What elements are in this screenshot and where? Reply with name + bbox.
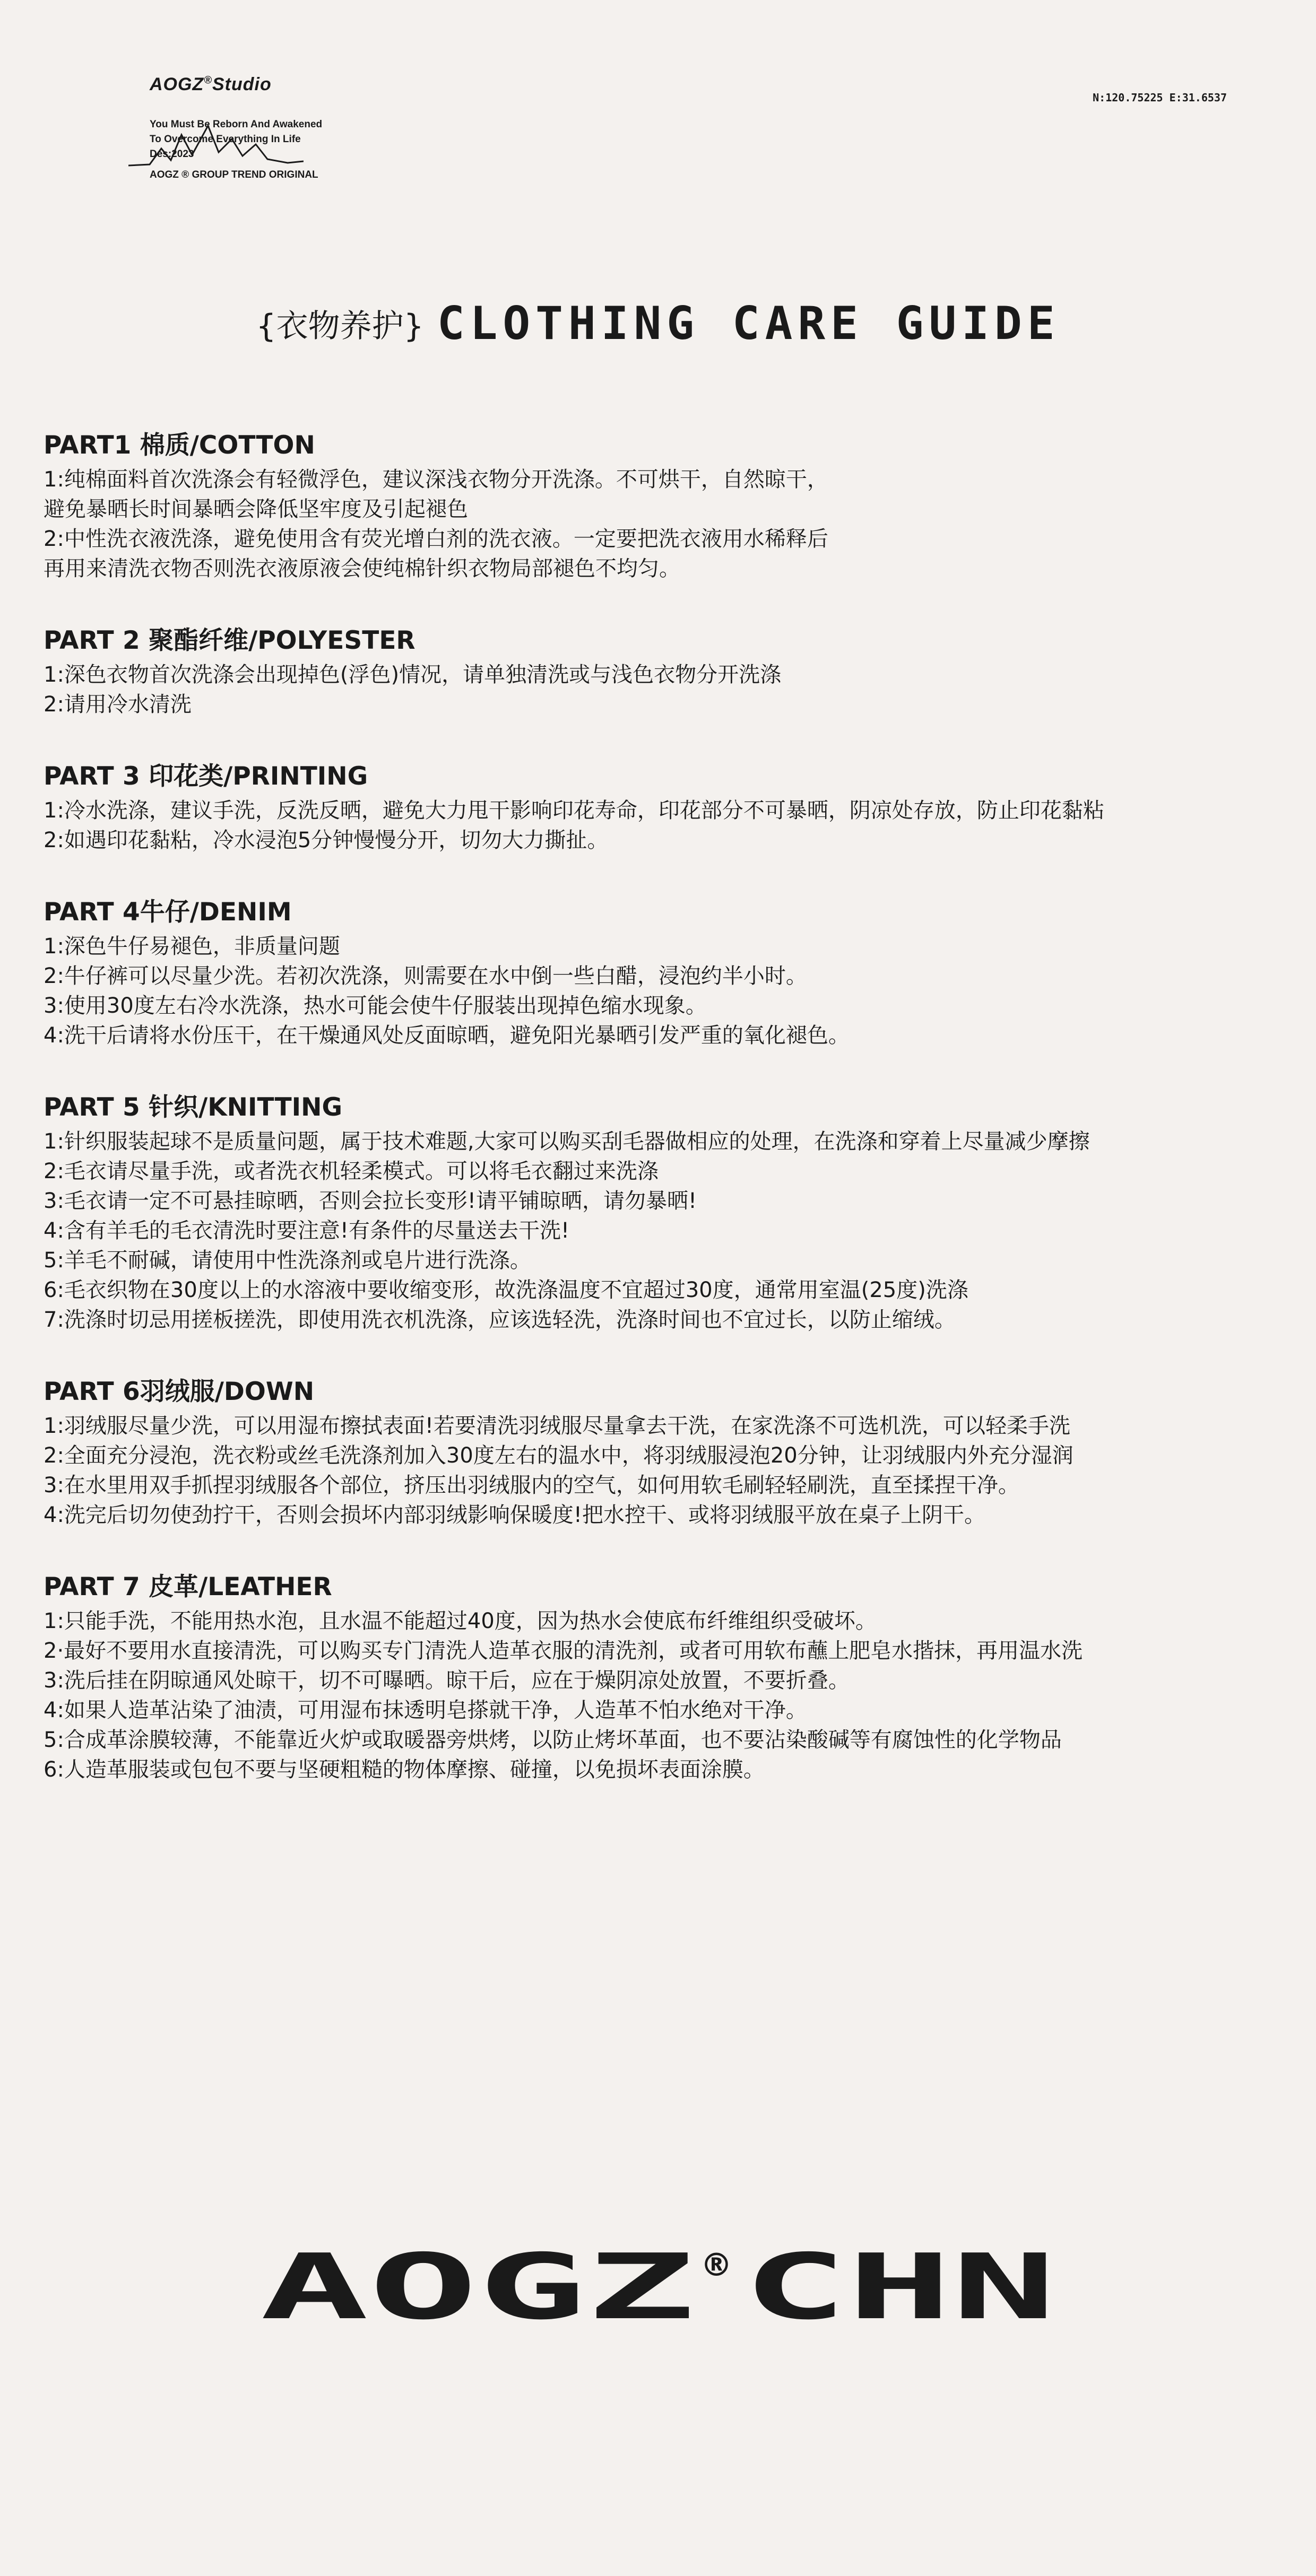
- section-line: 1:羽绒服尽量少洗，可以用湿布擦拭表面!若要清洗羽绒服尽量拿去干洗，在家洗涤不可选机洗，可以轻柔手洗: [44, 1414, 1070, 1438]
- section-cotton: [44, 430, 1275, 584]
- section-polyester: [44, 625, 1275, 719]
- section-heading: PART 6羽绒服/DOWN: [44, 1377, 315, 1406]
- page-title: [0, 297, 1316, 350]
- section-line: 6:人造革服装或包包不要与坚硬粗糙的物体摩擦、碰撞，以免损坏表面涂膜。: [44, 1757, 765, 1782]
- logo-text: AOGZ: [260, 2244, 695, 2334]
- mountain-scribble-icon: [128, 123, 304, 181]
- section-line: 3:在水里用双手抓捏羽绒服各个部位，挤压出羽绒服内的空气，如何用软毛刷轻轻刷洗，直至揉捏干净。: [44, 1473, 1019, 1498]
- studio-name: AOGZ®Studio: [150, 74, 272, 94]
- section-line: 2:中性洗衣液洗涤，避免使用含有荧光增白剂的洗衣液。一定要把洗衣液用水稀释后: [44, 527, 828, 551]
- section-line: 3:毛衣请一定不可悬挂晾晒，否则会拉长变形!请平铺晾晒，请勿暴晒!: [44, 1189, 697, 1213]
- section-line: 4:含有羊毛的毛衣清洗时要注意!有条件的尽量送去干洗!: [44, 1219, 569, 1243]
- section-line: 2:毛衣请尽量手洗，或者洗衣机轻柔模式。可以将毛衣翻过来洗涤: [44, 1159, 659, 1183]
- tagline-2: To Overcome Everything In Life: [150, 134, 301, 145]
- section-line: 4:洗干后请将水份压干，在干燥通风处反面晾晒，避免阳光暴晒引发严重的氧化褪色。: [44, 1023, 850, 1048]
- logo-suffix: CHN: [743, 2244, 1056, 2334]
- aogz-chn-logo: [260, 2244, 1056, 2334]
- section-line: 1:冷水洗涤，建议手洗，反洗反晒，避免大力甩干影响印花寿命，印花部分不可暴晒，阴凉处存放，防止印花黏粘: [44, 798, 1104, 823]
- care-sections: [44, 430, 1275, 1826]
- section-line: 1:针织服装起球不是质量问题，属于技术难题,大家可以购买刮毛器做相应的处理，在洗涤和穿着上尽量减少摩擦: [44, 1129, 1090, 1154]
- tagline-date: Des:2023: [150, 149, 194, 160]
- section-heading: PART 2 聚酯纤维/POLYESTER: [44, 626, 415, 655]
- section-line: 2·最好不要用水直接清洗，可以购买专门清洗人造革衣服的清洗剂，或者可用软布蘸上肥皂水揩抹，再用温水洗: [44, 1639, 1083, 1663]
- section-line: 1:只能手洗，不能用热水泡，且水温不能超过40度，因为热水会使底布纤维组织受破坏。: [44, 1609, 877, 1633]
- section-heading: PART 7 皮革/LEATHER: [44, 1572, 332, 1602]
- section-line: 5:合成革涂膜较薄，不能靠近火炉或取暖器旁烘烤，以防止烤坏革面，也不要沾染酸碱等有腐蚀性的化学物品: [44, 1728, 1062, 1752]
- section-line: 7:洗涤时切忌用搓板搓洗，即使用洗衣机洗涤，应该选轻洗，洗涤时间也不宜过长，以防止缩绒。: [44, 1308, 956, 1332]
- section-line: 3:使用30度左右冷水洗涤，热水可能会使牛仔服装出现掉色缩水现象。: [44, 994, 707, 1018]
- title-cn: {衣物养护}: [256, 308, 424, 345]
- section-line: 3:洗后挂在阴晾通风处晾干，切不可曝晒。晾干后，应在于燥阴凉处放置，不要折叠。: [44, 1668, 850, 1693]
- section-line: 1:深色衣物首次洗涤会出现掉色(浮色)情况，请单独清洗或与浅色衣物分开洗涤: [44, 663, 782, 687]
- section-line: 1:纯棉面料首次洗涤会有轻微浮色，建议深浅衣物分开洗涤。不可烘干，自然晾干，: [44, 467, 828, 492]
- section-line: 5:羊毛不耐碱，请使用中性洗涤剂或皂片进行洗涤。: [44, 1248, 531, 1273]
- section-line: 2:牛仔裤可以尽量少洗。若初次洗涤，则需要在水中倒一些白醋，浸泡约半小时。: [44, 964, 807, 988]
- section-heading: PART 3 印花类/PRINTING: [44, 762, 368, 791]
- section-heading: PART 4牛仔/DENIM: [44, 898, 292, 927]
- section-line: 1:深色牛仔易褪色，非质量问题: [44, 934, 340, 959]
- section-leather: [44, 1571, 1275, 1785]
- section-denim: [44, 897, 1275, 1050]
- section-line: 4:洗完后切勿使劲拧干，否则会损坏内部羽绒影响保暖度!把水控干、或将羽绒服平放在桌子上阴干。: [44, 1503, 985, 1527]
- group-original: AOGZ ® GROUP TREND ORIGINAL: [150, 169, 318, 180]
- section-line: 2:如遇印花黏粘，冷水浸泡5分钟慢慢分开，切勿大力撕扯。: [44, 828, 609, 852]
- section-line: 再用来清洗衣物否则洗衣液原液会使纯棉针织衣物局部褪色不均匀。: [44, 556, 680, 581]
- section-heading: PART1 棉质/COTTON: [44, 431, 315, 460]
- coordinates: N:120.75225 E:31.6537: [1093, 91, 1227, 104]
- title-en: CLOTHING CARE GUIDE: [437, 297, 1060, 350]
- section-knitting: [44, 1092, 1275, 1335]
- section-down: [44, 1376, 1275, 1530]
- tagline-1: You Must Be Reborn And Awakened: [150, 119, 323, 130]
- section-heading: PART 5 针织/KNITTING: [44, 1093, 343, 1122]
- brand-block: [150, 74, 415, 181]
- section-line: 避免暴晒长时间暴晒会降低坚牢度及引起褪色: [44, 497, 468, 521]
- section-line: 4:如果人造革沾染了油渍，可用湿布抹透明皂搽就干净，人造革不怕水绝对干净。: [44, 1698, 807, 1722]
- section-line: 6:毛衣织物在30度以上的水溶液中要收缩变形，故洗涤温度不宜超过30度，通常用室温(25度)洗涤: [44, 1278, 968, 1302]
- section-line: 2:请用冷水清洗: [44, 692, 192, 717]
- section-printing: [44, 761, 1275, 855]
- section-line: 2:全面充分浸泡，洗衣粉或丝毛洗涤剂加入30度左右的温水中，将羽绒服浸泡20分钟，让羽绒服内外充分湿润: [44, 1443, 1073, 1468]
- logo-reg: ®: [700, 2247, 732, 2284]
